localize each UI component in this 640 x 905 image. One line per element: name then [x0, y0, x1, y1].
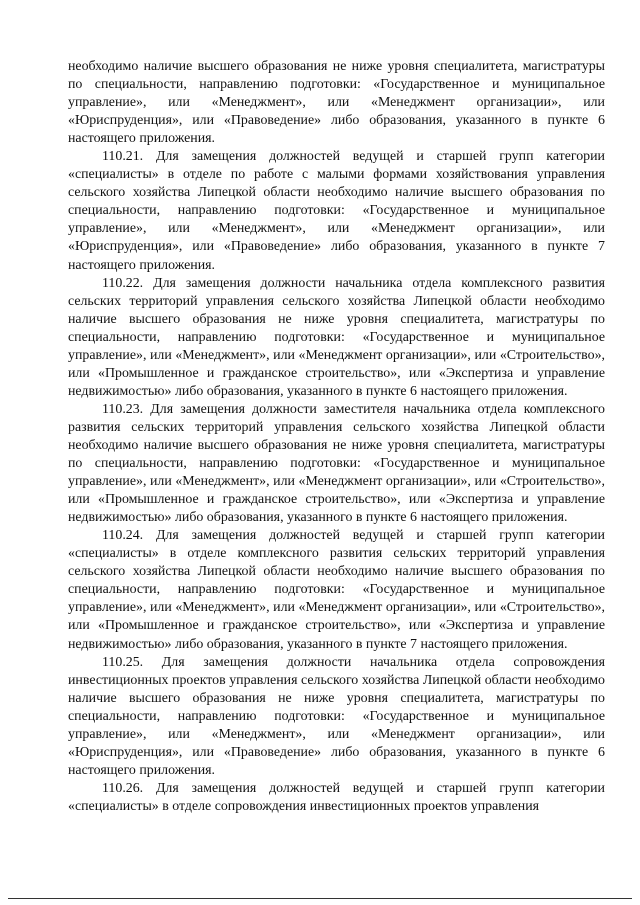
paragraph-110-21: 110.21. Для замещения должностей ведущей и старшей групп категории «специалисты» в отделе по работе с малыми формами хозяйствования управления сельского хозяйства Липецкой области необходимо наличие высшего образования по специальности, направлению подготовки: «Государственное и муниципальное управление», или «Менеджмент», или «Менеджмент организации», или «Юриспруденция», или «Правоведение» либо образования, указанного в пункте 7 настоящего приложения. [68, 149, 605, 273]
paragraph-110-26: 110.26. Для замещения должностей ведущей и старшей групп категории «специалисты» в отделе сопровождения инвестиционных проектов управления [68, 780, 605, 814]
paragraph-110-22: 110.22. Для замещения должности начальника отдела комплексного развития сельских территорий управления сельского хозяйства Липецкой области необходимо наличие высшего образования не ниже уровня специалитета, магистратуры по специальности, направлению подготовки: «Государственное и муниципальное управление», или «Менеджмент», или «Менеджмент организации», или «Строительство», или «Промышленное и гражданское строительство», или «Экспертиза и управление недвижимостью» либо образования, указанного в пункте 6 настоящего приложения. [68, 275, 605, 399]
page-bottom-rule [8, 898, 632, 899]
document-body [68, 58, 605, 816]
paragraph-110-24: 110.24. Для замещения должностей ведущей и старшей групп категории «специалисты» в отделе комплексного развития сельских территорий управления сельского хозяйства Липецкой области необходимо наличие высшего образования по специальности, направлению подготовки: «Государственное и муниципальное управление», или «Менеджмент», или «Менеджмент организации», или «Строительство», или «Промышленное и гражданское строительство», или «Экспертиза и управление недвижимостью» либо образования, указанного в пункте 7 настоящего приложения. [68, 528, 605, 652]
paragraph-continuation: необходимо наличие высшего образования не ниже уровня специалитета, магистратуры по специальности, направлению подготовки: «Государственное и муниципальное управление», или «Менеджмент», или «Менеджмент организации», или «Юриспруденция», или «Правоведение» либо образования, указанного в пункте 6 настоящего приложения. [68, 59, 605, 147]
paragraph-110-23: 110.23. Для замещения должности заместителя начальника отдела комплексного развития сельских территорий управления сельского хозяйства Липецкой области необходимо наличие высшего образования не ниже уровня специалитета, магистратуры по специальности, направлению подготовки: «Государственное и муниципальное управление», или «Менеджмент», или «Менеджмент организации», или «Строительство», или «Промышленное и гражданское строительство», или «Экспертиза и управление недвижимостью» либо образования, указанного в пункте 6 настоящего приложения. [68, 401, 605, 526]
paragraph-110-25: 110.25. Для замещения должности начальника отдела сопровождения инвестиционных проектов управления сельского хозяйства Липецкой области необходимо наличие высшего образования не ниже уровня специалитета, магистратуры по специальности, направлению подготовки: «Государственное и муниципальное управление», или «Менеджмент», или «Менеджмент организации», или «Юриспруденция», или «Правоведение» либо образования, указанного в пункте 6 настоящего приложения. [68, 654, 605, 778]
